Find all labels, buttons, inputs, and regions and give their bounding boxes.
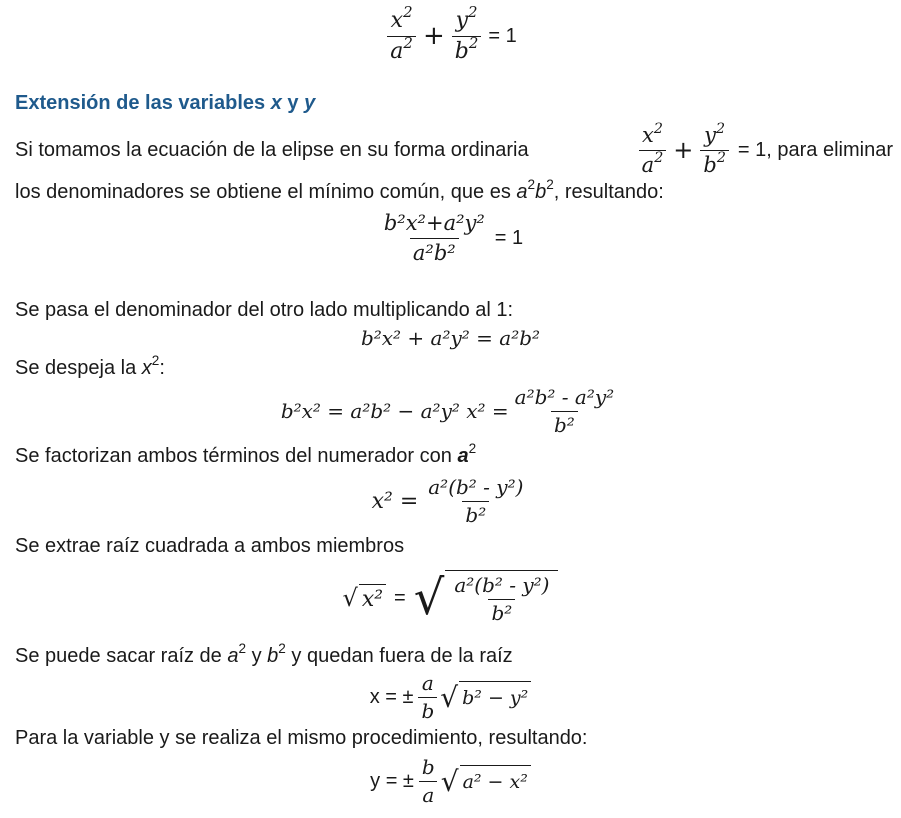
paragraph-ordinary-form: Si tomamos la ecuación de la elipse en su forma ordinaria $\frac{x^2}{a^2}$ + $\frac{y^2}{b^2}$ = 1, para eliminar bbox=[15, 120, 893, 177]
square-root-equation: √ x² = √ $\frac{\text{a²(b² - y²)}}{\text{b²}}$ bbox=[0, 560, 901, 636]
fraction-x: $\frac{x^2}{a^2}$ bbox=[387, 8, 416, 64]
paragraph-extract-root: Se puede sacar raíz de $a^2$ y $b^2$ y quedan fuera de la raíz bbox=[15, 640, 513, 667]
equation-rhs: = 1 bbox=[488, 24, 517, 47]
y-solution-equation: y = ± $\frac{b}{a}$ √ a² − x² bbox=[0, 752, 901, 810]
paragraph-isolate-x: Se despeja la $x^2$: bbox=[15, 352, 165, 379]
paragraph-square-root: Se extrae raíz cuadrada a ambos miembros bbox=[15, 535, 405, 557]
isolate-x-equation: b²x² = a²b² − a²y² x² = $\frac{\text{a²b² - a²y²}}{\text{b²}}$ bbox=[280, 384, 615, 437]
fraction-y: $\frac{y^2}{b^2}$ bbox=[452, 8, 482, 64]
paragraph-multiply: Se pasa el denominador del otro lado multiplicando al 1: bbox=[15, 299, 514, 321]
expanded-equation: b²x² + a²y² = a²b² bbox=[360, 326, 541, 350]
combined-fraction-equation: $\frac{\text{b²x²+a²y²}}{\text{a²b²}}$ = 1 bbox=[383, 211, 524, 265]
x-solution-equation: x = ± $\frac{a}{b}$ √ b² − y² bbox=[0, 668, 901, 726]
section-heading: Extensión de las variables x y y bbox=[15, 92, 316, 114]
paragraph-factor: Se factorizan ambos términos del numerador con $a^2$ bbox=[15, 440, 477, 467]
paragraph-y-variable: Para la variable y se realiza el mismo procedimiento, resultando: bbox=[15, 727, 588, 749]
paragraph-common-denominator: los denominadores se obtiene el mínimo común, que es $a^2b^2$, resultando: bbox=[15, 176, 664, 203]
ellipse-equation: $\frac{x^2}{a^2}$ + $\frac{y^2}{b^2}$ = 1 bbox=[0, 8, 901, 64]
factored-equation: x² = $\frac{\text{a²(b² - y²)}}{\text{b²}}$ bbox=[371, 474, 524, 527]
